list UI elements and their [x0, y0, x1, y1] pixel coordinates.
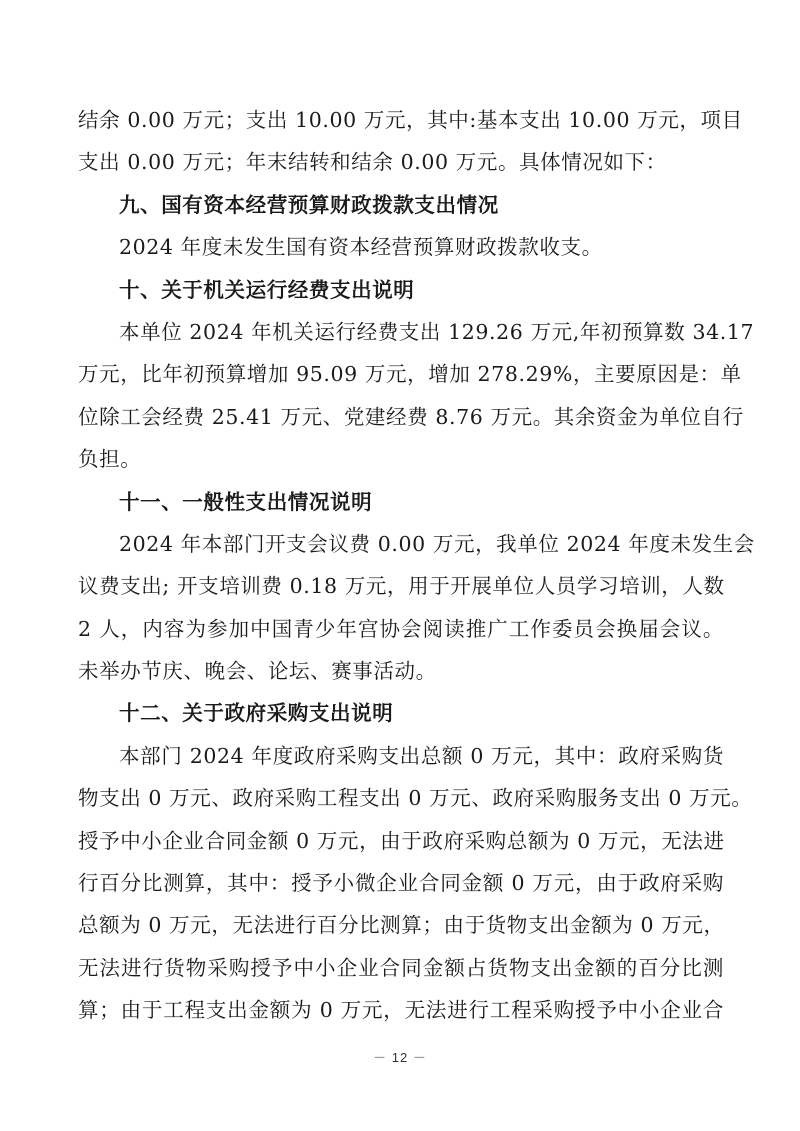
section-heading-12: 十二、关于政府采购支出说明 — [119, 701, 394, 726]
section-heading-9: 九、国有资本经营预算财政拨款支出情况 — [119, 192, 499, 217]
paragraph-line: 本部门 2024 年度政府采购支出总额 0 万元，其中：政府采购货 — [119, 743, 724, 768]
section-heading-10: 十、关于机关运行经费支出说明 — [119, 277, 415, 302]
paragraph-line: 总额为 0 万元，无法进行百分比测算；由于货物支出金额为 0 万元， — [78, 913, 725, 938]
paragraph-line: 支出 0.00 万元；年末结转和结余 0.00 万元。具体情况如下： — [78, 150, 667, 175]
page-number: － 12 － — [373, 1050, 427, 1065]
paragraph-line: 行百分比测算，其中：授予小微企业合同金额 0 万元，由于政府采购 — [78, 871, 724, 896]
paragraph-line: 结余 0.00 万元；支出 10.00 万元，其中:基本支出 10.00 万元，项目 — [78, 108, 743, 132]
paragraph-line: 议费支出; 开支培训费 0.18 万元，用于开展单位人员学习培训，人数 — [78, 574, 725, 599]
paragraph-line: 授予中小企业合同金额 0 万元，由于政府采购总额为 0 万元，无法进 — [78, 828, 725, 853]
paragraph-line: 万元，比年初预算增加 95.09 万元，增加 278.29%，主要原因是：单 — [78, 362, 742, 387]
paragraph-line: 2 人，内容为参加中国青少年宫协会阅读推广工作委员会换届会议。 — [78, 616, 724, 641]
paragraph-line: 算；由于工程支出金额为 0 万元，无法进行工程采购授予中小企业合 — [78, 998, 724, 1023]
paragraph-line: 无法进行货物采购授予中小企业合同金额占货物支出金额的百分比测 — [78, 955, 724, 980]
paragraph-line: 2024 年本部门开支会议费 0.00 万元，我单位 2024 年度未发生会 — [119, 531, 755, 556]
paragraph-line: 2024 年度未发生国有资本经营预算财政拨款收支。 — [119, 235, 603, 260]
document-body — [78, 99, 755, 1032]
paragraph-line: 物支出 0 万元、政府采购工程支出 0 万元、政府采购服务支出 0 万元。 — [78, 786, 753, 811]
paragraph-line: 未举办节庆、晚会、论坛、赛事活动。 — [78, 659, 437, 684]
paragraph-line: 位除工会经费 25.41 万元、党建经费 8.76 万元。其余资金为单位自行 — [78, 404, 744, 429]
section-heading-11: 十一、一般性支出情况说明 — [119, 489, 373, 514]
paragraph-line: 负担。 — [78, 447, 142, 472]
paragraph-line: 本单位 2024 年机关运行经费支出 129.26 万元,年初预算数 34.17 — [119, 319, 755, 344]
